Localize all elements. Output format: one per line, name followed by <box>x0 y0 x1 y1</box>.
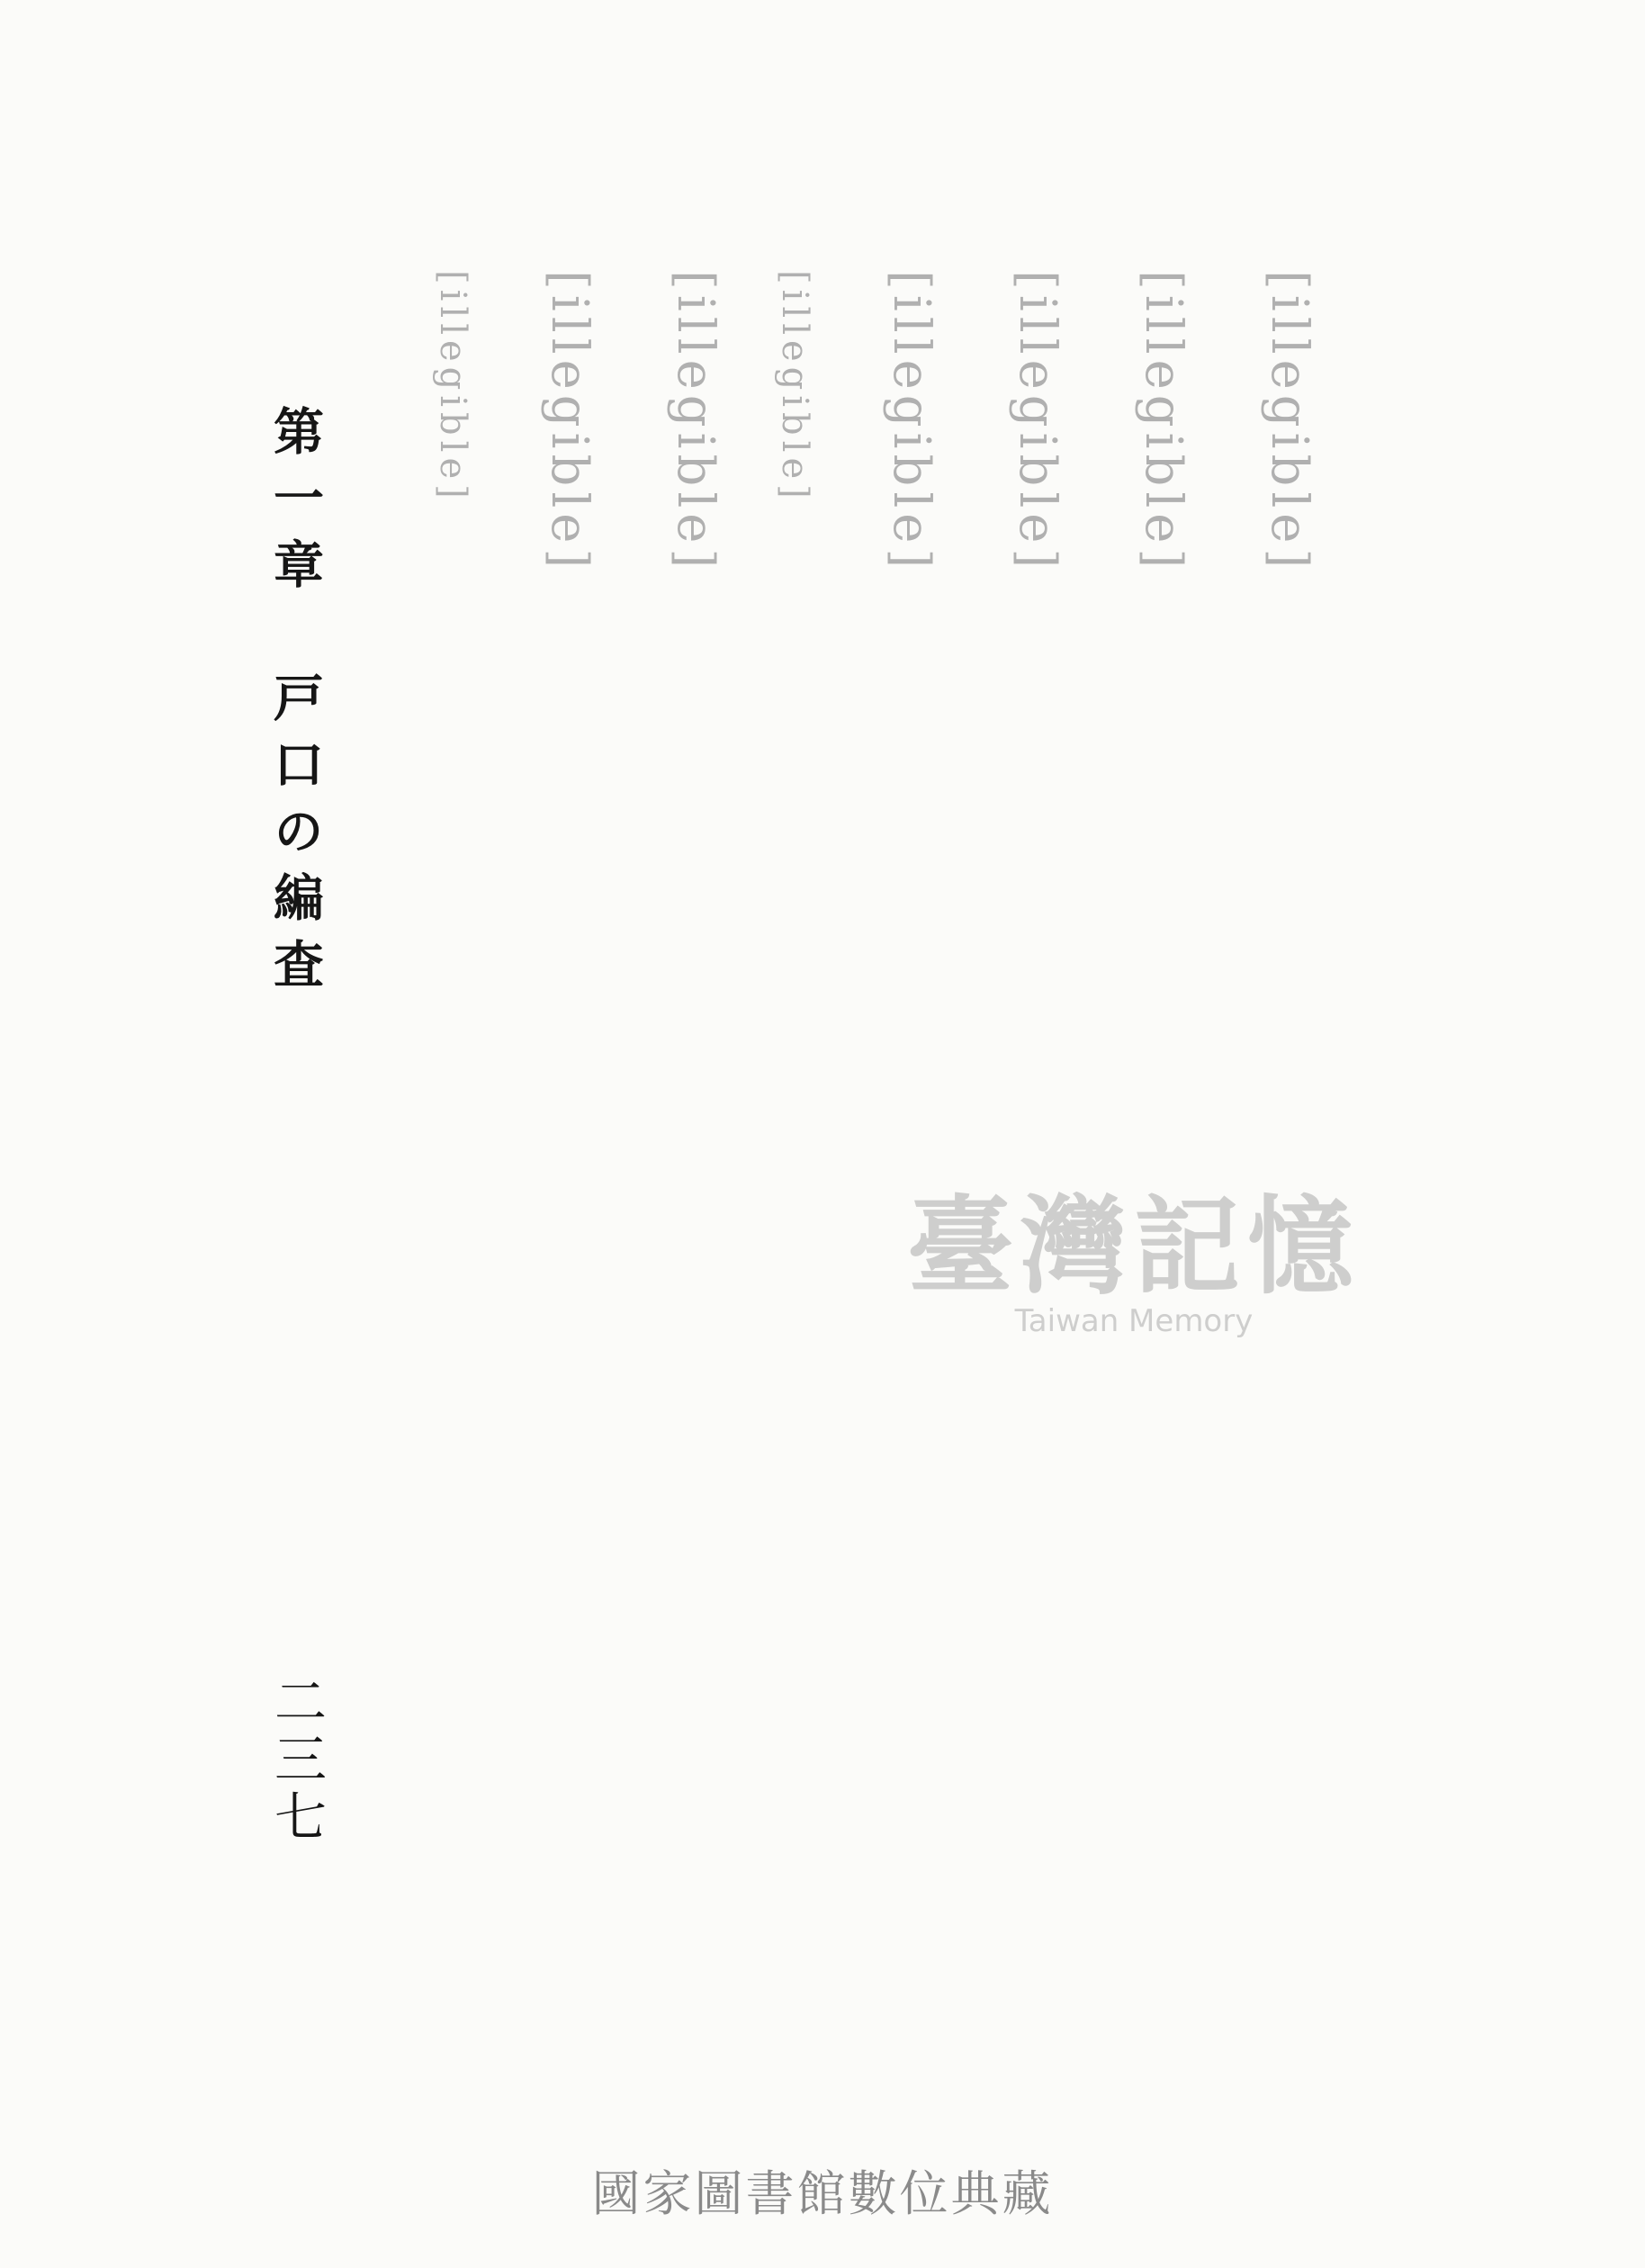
footer-text: 國家圖書館數位典藏 <box>591 2165 1054 2222</box>
text-column-6: [illegible] <box>666 270 724 574</box>
watermark-text: 臺灣記憶 <box>906 1184 1361 1309</box>
running-header: 第一章 戸口の編査 <box>265 405 325 1004</box>
text-column-3: [illegible] <box>1008 270 1066 574</box>
text-column-1: [illegible] <box>1260 270 1318 574</box>
text-column-8: [illegible] <box>432 270 473 504</box>
watermark-subtext: Taiwan Memory <box>1014 1303 1254 1339</box>
text-column-5: [illegible] <box>774 270 815 504</box>
page-number: 二三七 <box>265 1674 327 1847</box>
text-column-7: [illegible] <box>540 270 598 574</box>
watermark <box>900 1161 1368 1339</box>
text-column-4: [illegible] <box>882 270 940 574</box>
text-column-2: [illegible] <box>1134 270 1192 574</box>
